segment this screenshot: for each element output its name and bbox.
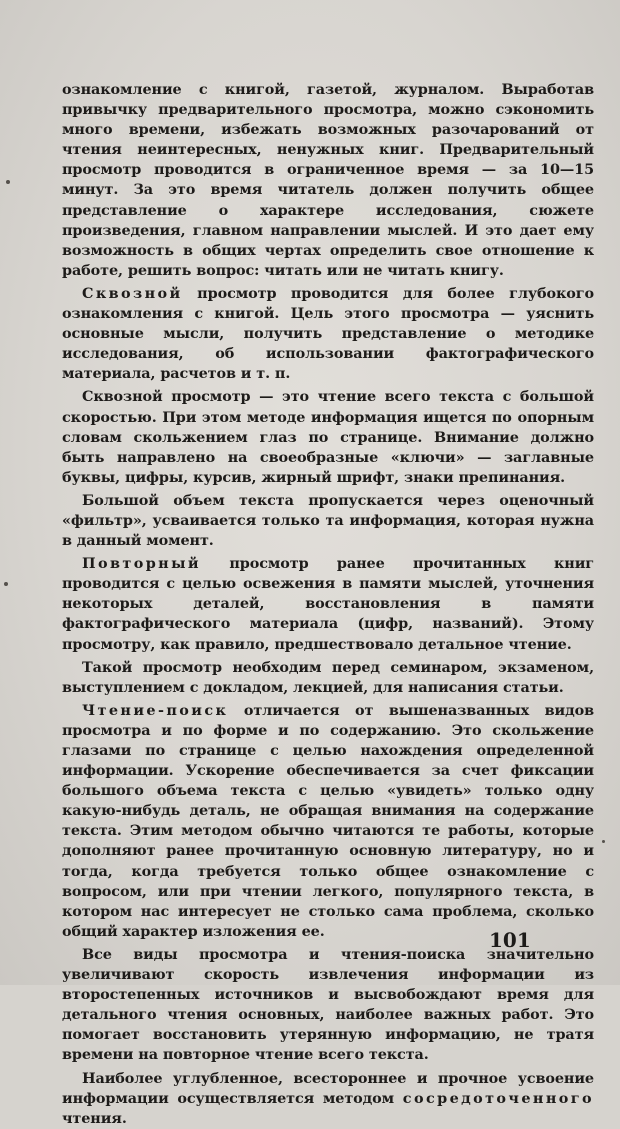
- paragraph-lead-term: Сквозной: [82, 284, 183, 302]
- page-body-text: [62, 80, 594, 1129]
- paragraph-text: Большой объем текста пропускается через оценочный «фильтр», усваивается только та информация, которая нужна в данный момент.: [62, 491, 594, 550]
- paragraph-text: Все виды просмотра и чтения-поиска значительно увеличивают скорость извлечения информации из второстепенных источников и высвобождают время для детального чтения основных, наиболее важных работ. Это помогает восстановить утерянную информацию, не тратя времени на повторное чтение всего текста.: [62, 945, 594, 1064]
- paragraph-intro: [62, 80, 594, 281]
- paragraph-lead-term: Чтение-поиск: [82, 701, 229, 719]
- paragraph-concentrated: [62, 1069, 594, 1129]
- scan-speck: [6, 180, 10, 184]
- scan-speck: [602, 840, 605, 843]
- paragraph-skvoznoy: [62, 284, 594, 384]
- paragraph-skvoznoy-definition: [62, 387, 594, 487]
- paragraph-seminar: [62, 658, 594, 698]
- scan-speck: [4, 582, 8, 586]
- paragraph-text: Такой просмотр необходим перед семинаром, экзаменом, выступлением с докладом, лекцией, для написания статьи.: [62, 658, 594, 696]
- page-number: 101: [489, 928, 531, 952]
- paragraph-text: ознакомление с книгой, газетой, журналом. Выработав привычку предварительного просмотра, можно сэкономить много времени, избежать возможных разочарований от чтения неинтересных, ненужных книг. Предварительный просмотр проводится в ограниченное время — за 10—15 минут. За это время читатель должен получить общее представление о характере исследования, сюжете произведения, главном направлении мыслей. И это дает ему возможность в общих чертах определить свое отношение к работе, решить вопрос: читать или не читать книгу.: [62, 81, 594, 279]
- paragraph-povtorny: [62, 554, 594, 654]
- paragraph-chtenie-poisk: [62, 701, 594, 942]
- paragraph-text: Сквозной просмотр — это чтение всего текста с большой скоростью. При этом методе информация ищется по опорным словам скольжением глаз по странице. Внимание должно быть направлено на своеобразные «ключи» — заглавные буквы, цифры, курсив, жирный шрифт, знаки препинания.: [62, 388, 594, 486]
- paragraph-tail: чтения.: [62, 1109, 127, 1127]
- paragraph-text: Наиболее углубленное, всестороннее и прочное усвоение информации осуществляется методом: [62, 1069, 594, 1107]
- paragraph-text: просмотр проводится для более глубокого ознакомления с книгой. Цель этого просмотра — уяснить основные мысли, получить представление о методике исследования, об использовании фактографического материала, расчетов и т. п.: [62, 284, 594, 383]
- paragraph-all-types: [62, 945, 594, 1066]
- paragraph-text: просмотр ранее прочитанных книг проводится с целью освежения в памяти мыслей, уточнения некоторых деталей, восстановления в памяти фактографического материала (цифр, названий). Этому просмотру, как правило, предшествовало детальное чтение.: [62, 555, 594, 653]
- paragraph-spaced-term: сосредоточенного: [402, 1089, 594, 1107]
- paragraph-filter: [62, 491, 594, 551]
- paragraph-text: отличается от вышеназванных видов просмотра и по форме и по содержанию. Это скольжение глазами по странице с целью нахождения определенной информации. Ускорение обеспечивается за счет фиксации большого объема текста с целью «увидеть» только одну какую-нибудь деталь, не обращая внимания на содержание текста. Этим методом обычно читаются те работы, которые дополняют ранее прочитанную основную литературу, но и тогда, когда требуется только общее ознакомление с вопросом, или при чтении легкого, популярного текста, в котором нас интересует не столько сама проблема, сколько общий характер изложения ее.: [62, 701, 594, 940]
- paragraph-lead-term: Повторный: [82, 555, 201, 573]
